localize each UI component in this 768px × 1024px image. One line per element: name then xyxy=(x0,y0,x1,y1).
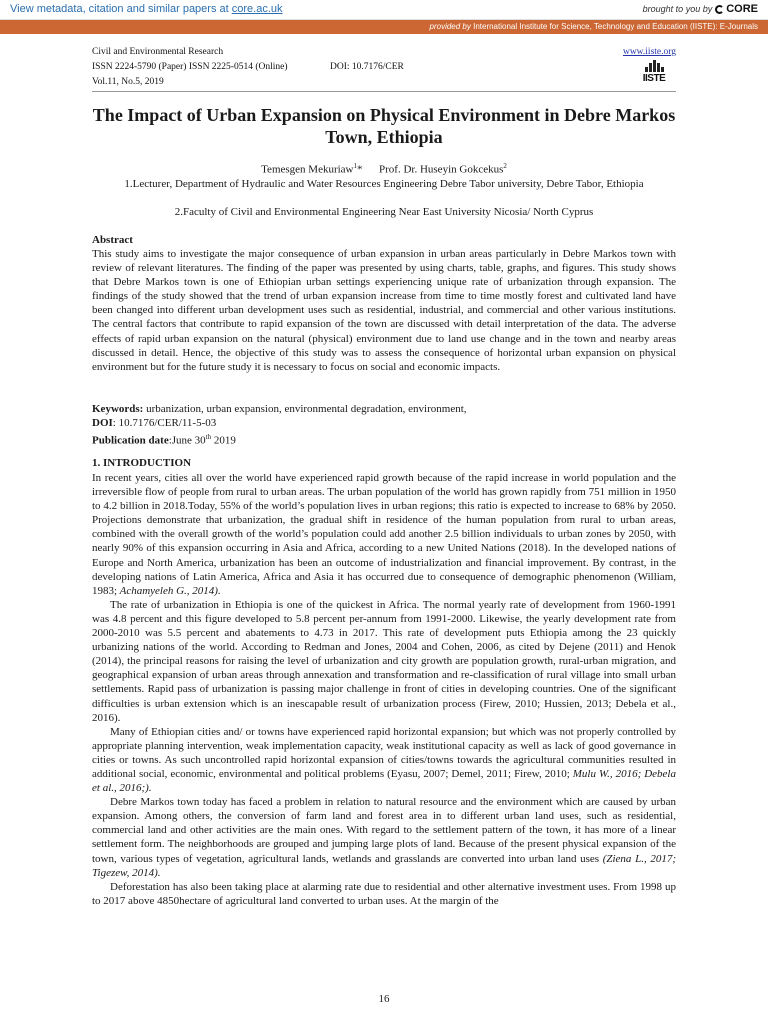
iiste-logo-icon xyxy=(642,60,666,72)
intro-p3-text: Many of Ethiopian cities and/ or towns have experienced rapid horizontal expansion; but which was not properly controlled by appropriate planning intervention, weak implementation capacity, weak institutional capacity as well as lack of good governance in cities or towns. As such uncontrolled rapid horizontal expansion of cities/towns towards the agricultural communities resulted in additional social, economic, environmental and political problems (Eyasu, 2007; Demel, 2011; Firew, 2010; xyxy=(92,725,676,780)
author-2: Prof. Dr. Huseyin Gokcekus xyxy=(379,163,504,176)
introduction-heading: 1. INTRODUCTION xyxy=(92,457,192,469)
brought-by-text: brought to you by xyxy=(642,4,713,14)
intro-paragraph-5: Deforestation has also been taking place at alarming rate due to residential and other alternative investment uses. From 1998 up to 2017 above 4850hectare of agricultural land converted to urban uses. At the margin of the xyxy=(92,880,676,907)
abstract-heading: Abstract xyxy=(92,234,133,246)
author-1: Temesgen Mekuriaw xyxy=(261,163,354,176)
header-divider xyxy=(92,91,676,92)
introduction-body xyxy=(92,471,676,908)
author-2-affil: 2 xyxy=(503,162,507,170)
core-logo-text: CORE xyxy=(726,3,758,15)
core-link-prefix: View metadata, citation and similar papers at xyxy=(10,3,229,15)
publication-date-label: Publication date xyxy=(92,434,169,447)
publication-date-b: 2019 xyxy=(211,434,236,447)
core-ac-uk-link[interactable]: core.ac.uk xyxy=(231,3,283,15)
page-number: 16 xyxy=(378,993,390,1005)
publication-date-sup: th xyxy=(205,433,212,441)
publication-date-a: :June 30 xyxy=(168,434,206,447)
core-banner xyxy=(0,0,768,20)
journal-doi: DOI: 10.7176/CER xyxy=(330,62,404,72)
intro-paragraph-4 xyxy=(92,795,676,880)
core-logo xyxy=(715,3,758,15)
iiste-logo-text: IISTE xyxy=(642,73,666,84)
journal-volume: Vol.11, No.5, 2019 xyxy=(92,77,164,87)
intro-paragraph-3 xyxy=(92,725,676,795)
publication-date-line xyxy=(92,430,676,448)
doi-line xyxy=(92,416,676,430)
paper-title: The Impact of Urban Expansion on Physical Environment in Debre Markos Town, Ethiopia xyxy=(92,105,676,147)
corresponding-mark: * xyxy=(357,163,363,176)
affiliation-2: 2.Faculty of Civil and Environmental Engineering Near East University Nicosia/ North Cyprus xyxy=(174,206,594,218)
core-metadata-link[interactable] xyxy=(10,3,283,15)
keywords-label: Keywords: xyxy=(92,403,144,415)
iiste-logo xyxy=(642,60,666,88)
intro-p1-text: In recent years, cities all over the world have experienced rapid growth because of the rapid increase in world population and the irreversible flow of people from rural to urban areas. The urban population of the world has grown rapidly from 751 million in 1950 to 4.2 billion in 2018.Today, 55% of the world’s population lives in urban regions; this ratio is expected to increase to 68% by 2050. Projections demonstrate that urbanization, the gradual shift in residence of the human population from rural to urban areas, combined with the overall growth of the world’s population could add another 2.5 billion individuals to urban zones by 2050, with nearly 90% of this expansion occurring in Asia and Africa, according to a new United Nations (2018). In the developed nations of Europe and North America, urbanization has been an outcome of industrialization and financial improvement. By contrast, in the developing nations of Latin America, Africa and Asia it has occurred due to consequence of demographic phenomenon (William, 1983; xyxy=(92,472,676,597)
intro-p4-citation: (Ziena L., 2017; Tigezew, 2014). xyxy=(92,852,676,879)
provided-by-text: International Institute for Science, Technology and Education (IISTE): E-Journals xyxy=(473,22,758,31)
doi-label: DOI xyxy=(92,417,113,429)
author-1-affil: 1 xyxy=(353,162,358,170)
journal-name: Civil and Environmental Research xyxy=(92,47,224,57)
author-line xyxy=(92,162,676,176)
intro-p3-citation: Mulu W., 2016; Debela et al., 2016;). xyxy=(92,767,676,795)
intro-p1-citation: Achamyeleh G., 2014). xyxy=(117,584,221,597)
keywords-line xyxy=(92,402,676,416)
provided-by-bar[interactable] xyxy=(0,20,768,34)
journal-url-link[interactable]: www.iiste.org xyxy=(622,47,676,57)
journal-issn: ISSN 2224-5790 (Paper) ISSN 2225-0514 (Online) xyxy=(92,62,288,72)
intro-paragraph-2: The rate of urbanization in Ethiopia is one of the quickest in Africa. The normal yearly rate of development from 1960-1991 was 4.8 percent and this figure developed to 5.8 percent per-annum from 1991-2000. Likewise, the yearly development rate from 2000-2010 was 5.5 percent and abatements to 4.73 in 2017. This rate of development puts Ethiopia among the 23 quickly urbanizing nations of the world. According to Redman and Jones, 2004 and Cohen, 2006, as cited by Dejene (2011) and Henok (2014), the principal reasons for raising the level of urbanization and city growth are population growth, rural-urban migration, and geographical expansion of urban areas through annexation and transformation and re-classification of rural village into small urban settlements. Rapid pass of urbanization is passing major challenge in front of cities in developing countries. One of the significant difficulties is urban extension which is an inescapable result of urbanization process (Firew, 2010; Hussien, 2013; Debela et al., 2016). xyxy=(92,598,676,724)
provided-by-prefix: provided by xyxy=(429,22,471,31)
core-logo-icon xyxy=(715,5,724,14)
doi-value: : 10.7176/CER/11-5-03 xyxy=(112,417,217,429)
abstract-text: This study aims to investigate the major consequence of urban expansion in urban areas particularly in Debre Markos town with review of relevant literatures. The finding of the paper was presented by using charts, table, graphs, and figures. This study shows that Debre Markos town is one of Ethiopian urban settings experiencing unique rate of urbanization through expansion. The findings of the study showed that the trend of urban expansion increase from time to time mostly forest and cultivated land have been changed into different urban development uses such as residential, industrial, and commercial and other various institutions. The central factors that contribute to rapid expansion of the town are discussed with detail interpretation of the data. The adverse effects of rapid urban expansion on the natural (physical) environment due to land use change and in the town and nearby areas discussed in detail. Hence, the objective of this study was to assess the consequence of horizontal urban expansion on physical environment but for the future study it is necessary to focus on social and economic impacts. xyxy=(92,248,676,373)
intro-paragraph-1 xyxy=(92,471,676,598)
intro-p4-text: Debre Markos town today has faced a problem in relation to natural resource and the environment which are caused by urban expansion. Among others, the conversion of farm land and forest area in to different urban land uses, such as residential, commercial land and other activities are the main ones. With regard to the settlement pattern of the town, it has more of a linear settlement form. The neighborhoods are grouped and jumping large plots of land. Because of the present physical expansion of the town, various types of vegetation, agricultural lands, wetlands and grasslands are converted into urban land uses xyxy=(92,796,676,865)
core-brought-by[interactable] xyxy=(643,3,758,15)
keywords-text: urbanization, urban expansion, environmental degradation, environment, xyxy=(143,403,467,415)
affiliation-1: 1.Lecturer, Department of Hydraulic and Water Resources Engineering Debre Tabor university, Debre Tabor, Ethiopia xyxy=(124,178,644,190)
